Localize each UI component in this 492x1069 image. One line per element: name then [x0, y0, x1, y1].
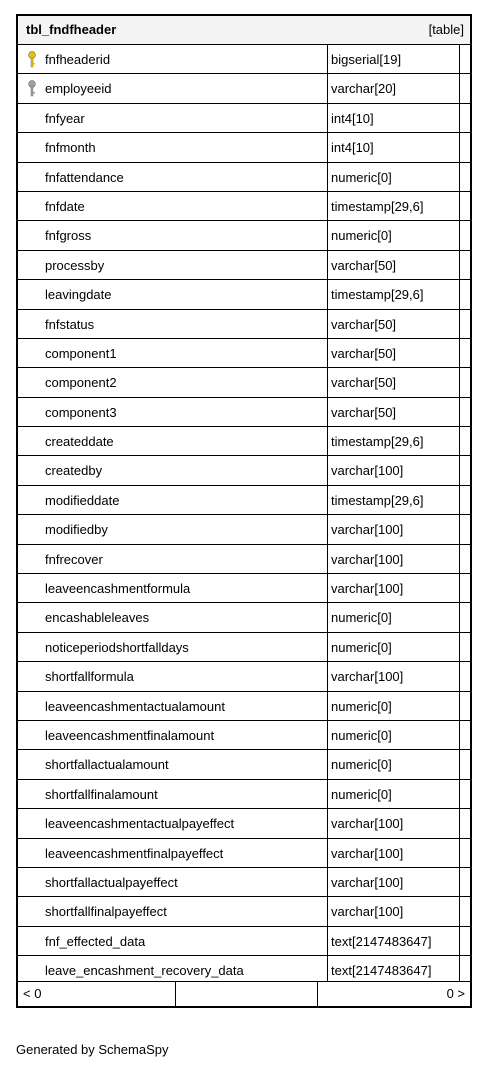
children-count-cell[interactable] — [318, 982, 470, 1006]
column-row[interactable] — [18, 662, 470, 691]
column-name-cell — [18, 427, 328, 455]
column-name: fnfstatus — [45, 316, 95, 332]
column-name: fnf_effected_data — [45, 933, 146, 949]
column-name: leavingdate — [45, 287, 112, 303]
column-list — [18, 45, 470, 986]
footer-middle-cell — [176, 982, 318, 1006]
column-type-cell — [328, 515, 460, 543]
column-type-cell — [328, 574, 460, 602]
column-name: shortfallfinalamount — [45, 786, 158, 802]
column-type: varchar[50] — [331, 404, 397, 420]
column-name: fnfattendance — [45, 169, 124, 185]
column-type: varchar[100] — [331, 874, 404, 890]
column-row[interactable] — [18, 310, 470, 339]
column-type-cell — [328, 809, 460, 837]
column-name: fnfheaderid — [45, 52, 111, 67]
column-name-cell — [18, 633, 328, 661]
column-row[interactable] — [18, 280, 470, 309]
column-type: bigserial[19] — [331, 52, 402, 67]
column-row[interactable] — [18, 545, 470, 574]
column-name: component2 — [45, 375, 117, 391]
column-type-cell — [328, 897, 460, 925]
column-type: int4[10] — [331, 140, 374, 156]
foreign-key-icon — [27, 80, 37, 97]
column-name-cell — [18, 897, 328, 925]
column-row[interactable] — [18, 633, 470, 662]
column-row[interactable] — [18, 339, 470, 368]
column-row[interactable] — [18, 398, 470, 427]
column-type-cell — [328, 74, 460, 102]
column-type: varchar[50] — [331, 375, 397, 391]
column-row[interactable] — [18, 692, 470, 721]
column-name-cell — [18, 692, 328, 720]
column-type-cell — [328, 750, 460, 778]
column-row[interactable] — [18, 163, 470, 192]
column-name-cell — [18, 603, 328, 631]
column-row[interactable] — [18, 74, 470, 103]
column-type: timestamp[29,6] — [331, 492, 424, 508]
column-name: shortfallformula — [45, 669, 134, 685]
column-type: varchar[50] — [331, 345, 397, 361]
column-row[interactable] — [18, 368, 470, 397]
column-row[interactable] — [18, 868, 470, 897]
column-type: varchar[100] — [331, 816, 404, 832]
column-name: leaveencashmentformula — [45, 581, 191, 597]
column-name: fnfgross — [45, 228, 92, 244]
column-name-cell — [18, 486, 328, 514]
column-name-cell — [18, 839, 328, 867]
column-type: numeric[0] — [331, 698, 392, 714]
column-type-cell — [328, 545, 460, 573]
column-type: varchar[100] — [331, 551, 404, 567]
column-name: fnfmonth — [45, 140, 96, 156]
parents-count: < 0 — [23, 986, 42, 1001]
column-type: varchar[20] — [331, 81, 397, 97]
column-name-cell — [18, 868, 328, 896]
parents-count-cell[interactable] — [18, 982, 176, 1006]
column-type: varchar[100] — [331, 463, 404, 479]
column-row[interactable] — [18, 721, 470, 750]
column-type-cell — [328, 780, 460, 808]
column-type-cell — [328, 221, 460, 249]
column-type: varchar[100] — [331, 904, 404, 920]
column-type-cell — [328, 662, 460, 690]
column-type: timestamp[29,6] — [331, 287, 424, 303]
column-row[interactable] — [18, 780, 470, 809]
column-type: numeric[0] — [331, 757, 392, 773]
column-type-cell — [328, 192, 460, 220]
column-name: leaveencashmentfinalpayeffect — [45, 845, 224, 861]
column-name: modifieddate — [45, 492, 120, 508]
column-row[interactable] — [18, 427, 470, 456]
column-type-cell — [328, 280, 460, 308]
column-row[interactable] — [18, 486, 470, 515]
column-name: shortfallactualamount — [45, 757, 169, 773]
column-type-cell — [328, 310, 460, 338]
column-type: varchar[50] — [331, 316, 397, 332]
column-row[interactable] — [18, 809, 470, 838]
column-type: varchar[100] — [331, 845, 404, 861]
column-name-cell — [18, 456, 328, 484]
column-type-cell — [328, 133, 460, 161]
column-type-cell — [328, 839, 460, 867]
column-name-cell — [18, 750, 328, 778]
column-type: numeric[0] — [331, 639, 392, 655]
column-type: varchar[100] — [331, 669, 404, 685]
column-row[interactable] — [18, 133, 470, 162]
column-name-cell — [18, 45, 328, 73]
column-name: createddate — [45, 434, 114, 450]
column-row[interactable] — [18, 456, 470, 485]
column-type: numeric[0] — [331, 228, 392, 244]
column-row[interactable] — [18, 750, 470, 779]
column-type-cell — [328, 104, 460, 132]
column-type: numeric[0] — [331, 169, 392, 185]
column-name: modifiedby — [45, 522, 108, 538]
column-name: fnfrecover — [45, 551, 103, 567]
column-name: createdby — [45, 463, 103, 479]
column-name-cell — [18, 780, 328, 808]
table-footer — [18, 981, 470, 1006]
column-name-cell — [18, 339, 328, 367]
column-row[interactable] — [18, 45, 470, 74]
column-name: component1 — [45, 345, 117, 361]
column-name-cell — [18, 251, 328, 279]
column-row[interactable] — [18, 221, 470, 250]
column-type: int4[10] — [331, 110, 374, 126]
column-type: text[2147483647] — [331, 963, 432, 979]
primary-key-icon — [27, 51, 37, 68]
column-type-cell — [328, 486, 460, 514]
column-type: text[2147483647] — [331, 933, 432, 949]
column-name-cell — [18, 927, 328, 955]
column-row[interactable] — [18, 927, 470, 956]
column-name-cell — [18, 398, 328, 426]
column-name-cell — [18, 280, 328, 308]
column-name: shortfallfinalpayeffect — [45, 904, 167, 920]
column-type-cell — [328, 603, 460, 631]
column-type-cell — [328, 398, 460, 426]
column-name: leaveencashmentactualamount — [45, 698, 225, 714]
column-name-cell — [18, 163, 328, 191]
children-count: 0 > — [446, 986, 465, 1001]
column-name-cell — [18, 104, 328, 132]
column-name: leaveencashmentfinalamount — [45, 727, 215, 743]
column-type-cell — [328, 45, 460, 73]
generated-by-label: Generated by SchemaSpy — [16, 1042, 169, 1057]
column-row[interactable] — [18, 897, 470, 926]
column-type-cell — [328, 692, 460, 720]
column-type-cell — [328, 251, 460, 279]
table-kind: [table] — [428, 22, 464, 37]
column-type-cell — [328, 927, 460, 955]
column-row[interactable] — [18, 251, 470, 280]
column-name: leave_encashment_recovery_data — [45, 963, 244, 979]
column-type-cell — [328, 721, 460, 749]
column-name-cell — [18, 545, 328, 573]
column-name-cell — [18, 310, 328, 338]
column-type: numeric[0] — [331, 727, 392, 743]
column-type: numeric[0] — [331, 786, 392, 802]
column-type-cell — [328, 868, 460, 896]
column-name: processby — [45, 257, 105, 273]
column-name-cell — [18, 574, 328, 602]
column-type: timestamp[29,6] — [331, 198, 424, 214]
column-row[interactable] — [18, 603, 470, 632]
column-name: component3 — [45, 404, 117, 420]
column-type-cell — [328, 163, 460, 191]
column-name: leaveencashmentactualpayeffect — [45, 816, 235, 832]
column-name-cell — [18, 221, 328, 249]
column-row[interactable] — [18, 192, 470, 221]
column-type-cell — [328, 456, 460, 484]
column-name-cell — [18, 515, 328, 543]
column-row[interactable] — [18, 839, 470, 868]
column-name-cell — [18, 809, 328, 837]
column-name-cell — [18, 368, 328, 396]
column-type-cell — [328, 368, 460, 396]
column-type-cell — [328, 633, 460, 661]
column-name-cell — [18, 662, 328, 690]
column-name-cell — [18, 133, 328, 161]
column-type: timestamp[29,6] — [331, 434, 424, 450]
column-name: employeeid — [45, 81, 112, 97]
table-box — [16, 14, 472, 1008]
column-name: fnfdate — [45, 198, 85, 214]
column-type: varchar[50] — [331, 257, 397, 273]
column-row[interactable] — [18, 574, 470, 603]
column-type: varchar[100] — [331, 581, 404, 597]
column-type: varchar[100] — [331, 522, 404, 538]
table-name[interactable]: tbl_fndfheader — [26, 22, 117, 37]
column-type-cell — [328, 427, 460, 455]
column-row[interactable] — [18, 515, 470, 544]
column-name: encashableleaves — [45, 610, 150, 626]
column-type: numeric[0] — [331, 610, 392, 626]
column-name-cell — [18, 74, 328, 102]
column-name-cell — [18, 192, 328, 220]
column-name: shortfallactualpayeffect — [45, 874, 178, 890]
column-name: noticeperiodshortfalldays — [45, 639, 189, 655]
column-type-cell — [328, 339, 460, 367]
table-header — [18, 16, 470, 45]
column-name: fnfyear — [45, 110, 85, 126]
column-name-cell — [18, 721, 328, 749]
column-row[interactable] — [18, 104, 470, 133]
